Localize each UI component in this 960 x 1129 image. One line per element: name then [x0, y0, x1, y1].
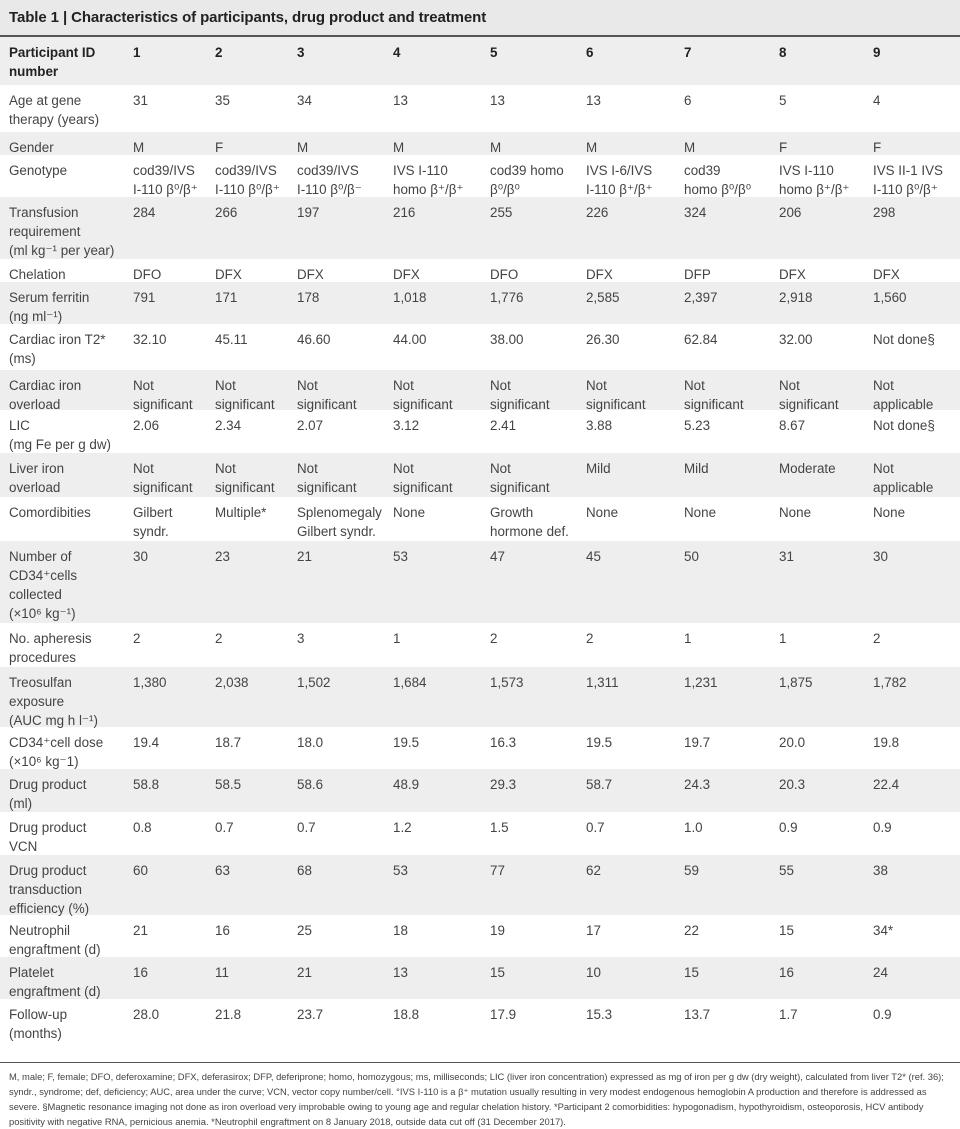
table-row — [0, 197, 960, 259]
table-cell: Not significant — [297, 378, 357, 412]
row-label: Drug product transduction efficiency (%) — [9, 863, 90, 916]
row-label: Cardiac iron T2* (ms) — [9, 332, 106, 366]
table-cell: 18.7 — [215, 735, 242, 750]
table-cell: Not applicable — [873, 461, 934, 495]
table-cell: 13.7 — [684, 1007, 711, 1022]
table-row — [0, 324, 960, 370]
table-cell: Multiple* — [215, 505, 267, 520]
table-cell: Not significant — [215, 378, 275, 412]
table-cell: 2.06 — [133, 418, 160, 433]
table-cell: 13 — [586, 93, 601, 108]
table-cell: DFX — [779, 267, 806, 282]
table-cell: F — [215, 140, 224, 155]
row-label: Drug product VCN — [9, 820, 87, 854]
participant-header-cell: 7 — [684, 45, 692, 60]
table-row — [0, 155, 960, 197]
table-cell: 8.67 — [779, 418, 806, 433]
table-cell: 44.00 — [393, 332, 427, 347]
table-cell: 53 — [393, 549, 408, 564]
table-cell: 4 — [873, 93, 881, 108]
table-cell: Gilbert syndr. — [133, 505, 173, 539]
table-cell: 16 — [133, 965, 148, 980]
table-cell: IVS II-1 IVS I-110 β⁰/β⁺ — [873, 163, 943, 197]
table-cell: 1,776 — [490, 290, 524, 305]
table-row — [0, 623, 960, 667]
row-label: Neutrophil engraftment (d) — [9, 923, 101, 957]
table-cell: 2 — [215, 631, 223, 646]
row-label: Gender — [9, 140, 54, 155]
table-cell: 2,585 — [586, 290, 620, 305]
table-cell: None — [393, 505, 426, 520]
participant-header-cell: 1 — [133, 45, 141, 60]
table-cell: 59 — [684, 863, 699, 878]
table-cell: IVS I-6/IVS I-110 β⁺/β⁺ — [586, 163, 653, 197]
row-label: Follow-up (months) — [9, 1007, 68, 1041]
table-cell: Not done§ — [873, 332, 935, 347]
row-label: Drug product (ml) — [9, 777, 87, 811]
table-cell: 6 — [684, 93, 692, 108]
table-cell: 17.9 — [490, 1007, 517, 1022]
table-cell: Not applicable — [873, 378, 934, 412]
table-cell: 1,380 — [133, 675, 167, 690]
table-cell: Not significant — [490, 378, 550, 412]
table-cell: 1.0 — [684, 820, 703, 835]
table-cell: 34* — [873, 923, 894, 938]
table-cell: 62.84 — [684, 332, 718, 347]
table-cell: 34 — [297, 93, 312, 108]
table-cell: Splenomegaly Gilbert syndr. — [297, 505, 382, 539]
table-cell: 18 — [393, 923, 408, 938]
table-cell: 0.9 — [873, 820, 892, 835]
row-label: Platelet engraftment (d) — [9, 965, 101, 999]
table-cell: cod39/IVS I-110 β⁰/β⁺ — [215, 163, 280, 197]
table-cell: 19.7 — [684, 735, 711, 750]
table-cell: 2,397 — [684, 290, 718, 305]
table-cell: F — [873, 140, 882, 155]
table-cell: 0.7 — [297, 820, 316, 835]
table-row — [0, 999, 960, 1062]
table-cell: 216 — [393, 205, 416, 220]
table-cell: 19.5 — [393, 735, 420, 750]
table-cell: 1,782 — [873, 675, 907, 690]
table-cell: 2,038 — [215, 675, 249, 690]
table-cell: 58.6 — [297, 777, 324, 792]
table-cell: 1.5 — [490, 820, 509, 835]
table-cell: 17 — [586, 923, 601, 938]
table-cell: 1,231 — [684, 675, 718, 690]
table-cell: 55 — [779, 863, 794, 878]
table-row — [0, 453, 960, 497]
table-cell: 3.12 — [393, 418, 420, 433]
table-cell: 77 — [490, 863, 505, 878]
table-cell: DFO — [133, 267, 162, 282]
table-cell: 15 — [779, 923, 794, 938]
row-label: Comordibities — [9, 505, 91, 520]
table-cell: cod39/IVS I-110 β⁰/β⁻ — [297, 163, 362, 197]
table-cell: 2.34 — [215, 418, 242, 433]
table-cell: 28.0 — [133, 1007, 160, 1022]
table-cell: Growth hormone def. — [490, 505, 569, 539]
row-label: Serum ferritin (ng ml⁻¹) — [9, 290, 90, 324]
table-cell: 31 — [779, 549, 794, 564]
table-cell: 1.2 — [393, 820, 412, 835]
table-cell: cod39 homo β⁰/β⁰ — [684, 163, 752, 197]
table-cell: 68 — [297, 863, 312, 878]
table-row — [0, 259, 960, 282]
table-row — [0, 769, 960, 812]
table-cell: 16.3 — [490, 735, 517, 750]
table-row — [0, 727, 960, 769]
row-label: Number of CD34⁺cells collected (×10⁶ kg⁻¹) — [9, 549, 78, 621]
participant-header-cell: 5 — [490, 45, 498, 60]
table-row — [0, 915, 960, 957]
table-cell: 30 — [873, 549, 888, 564]
table-cell: 0.7 — [215, 820, 234, 835]
table-cell: 45 — [586, 549, 601, 564]
table-cell: DFX — [215, 267, 242, 282]
table-cell: 32.00 — [779, 332, 813, 347]
table-cell: 11 — [215, 965, 229, 980]
participant-header-cell: 4 — [393, 45, 401, 60]
table-cell: Not significant — [297, 461, 357, 495]
table-cell: Moderate — [779, 461, 836, 476]
table-cell: 1,573 — [490, 675, 524, 690]
table-cell: 24.3 — [684, 777, 711, 792]
table-cell: M — [133, 140, 145, 155]
table-cell: 171 — [215, 290, 238, 305]
table-cell: 15 — [490, 965, 505, 980]
table-cell: 21.8 — [215, 1007, 242, 1022]
table-cell: 31 — [133, 93, 148, 108]
table-cell: 19.4 — [133, 735, 160, 750]
table-cell: 45.11 — [215, 332, 248, 347]
table-cell: 0.8 — [133, 820, 152, 835]
table-cell: 226 — [586, 205, 609, 220]
table-cell: 23 — [215, 549, 230, 564]
table-cell: DFX — [297, 267, 324, 282]
table-cell: IVS I-110 homo β⁺/β⁺ — [393, 163, 464, 197]
table-cell: 1 — [393, 631, 401, 646]
table-cell: 2.07 — [297, 418, 324, 433]
table-cell: M — [393, 140, 405, 155]
table-cell: Mild — [586, 461, 611, 476]
table-cell: 324 — [684, 205, 707, 220]
table-cell: 10 — [586, 965, 601, 980]
table-cell: 206 — [779, 205, 802, 220]
table-cell: 58.5 — [215, 777, 242, 792]
table-row — [0, 667, 960, 727]
table-cell: 13 — [490, 93, 505, 108]
table-cell: 16 — [215, 923, 230, 938]
table-cell: 24 — [873, 965, 888, 980]
table-cell: 1,502 — [297, 675, 331, 690]
table-cell: None — [684, 505, 717, 520]
table-cell: 53 — [393, 863, 408, 878]
table-cell: Not significant — [393, 461, 453, 495]
table-cell: 1,018 — [393, 290, 427, 305]
table-bottom-rule — [0, 1062, 960, 1063]
table-row — [0, 282, 960, 324]
row-label: Age at gene therapy (years) — [9, 93, 100, 127]
table-cell: 16 — [779, 965, 794, 980]
table-title: Table 1 | Characteristics of participants, drug product and treatment — [9, 9, 487, 26]
table-cell: F — [779, 140, 788, 155]
table-cell: 2 — [133, 631, 141, 646]
row-label: Genotype — [9, 163, 68, 178]
table-cell: None — [873, 505, 906, 520]
table-cell: 0.7 — [586, 820, 605, 835]
table-cell: 46.60 — [297, 332, 331, 347]
table-cell: 48.9 — [393, 777, 420, 792]
row-label: Transfusion requirement (ml kg⁻¹ per year) — [9, 205, 115, 258]
table-cell: 26.30 — [586, 332, 620, 347]
table-cell: Not significant — [215, 461, 275, 495]
table-row — [0, 132, 960, 155]
table-cell: DFP — [684, 267, 711, 282]
table-row — [0, 855, 960, 915]
table-row — [0, 541, 960, 623]
table-cell: 1,560 — [873, 290, 907, 305]
participant-header-cell: 3 — [297, 45, 305, 60]
table-cell: Not significant — [393, 378, 453, 412]
row-label: No. apheresis procedures — [9, 631, 92, 665]
table-cell: 60 — [133, 863, 148, 878]
table-cell: 2.41 — [490, 418, 517, 433]
table-cell: 284 — [133, 205, 156, 220]
table-cell: 1 — [779, 631, 787, 646]
table-cell: Not significant — [133, 378, 193, 412]
table-row — [0, 497, 960, 541]
row-label: Liver iron overload — [9, 461, 65, 495]
table-cell: 19.8 — [873, 735, 900, 750]
table-row — [0, 370, 960, 410]
table-cell: 0.9 — [873, 1007, 892, 1022]
table-cell: M — [586, 140, 598, 155]
table-row — [0, 957, 960, 999]
table-cell: None — [586, 505, 619, 520]
table-cell: 35 — [215, 93, 230, 108]
table-cell: 20.3 — [779, 777, 806, 792]
table-cell: 298 — [873, 205, 896, 220]
table-cell: 38 — [873, 863, 888, 878]
table-cell: 21 — [297, 549, 312, 564]
table-cell: M — [684, 140, 696, 155]
table-cell: 58.8 — [133, 777, 160, 792]
table-cell: Not done§ — [873, 418, 935, 433]
table-cell: Not significant — [133, 461, 193, 495]
table-cell: 22 — [684, 923, 699, 938]
table-cell: 3 — [297, 631, 305, 646]
table-cell: 38.00 — [490, 332, 524, 347]
table-cell: 266 — [215, 205, 238, 220]
table-cell: 5.23 — [684, 418, 711, 433]
table-cell: Not significant — [779, 378, 839, 412]
table-row — [0, 812, 960, 855]
table-cell: DFX — [393, 267, 420, 282]
table-cell: 1,875 — [779, 675, 813, 690]
row-label: CD34⁺cell dose (×10⁶ kg⁻1) — [9, 735, 104, 769]
table-cell: 58.7 — [586, 777, 613, 792]
table-cell: 1 — [684, 631, 692, 646]
table-footnote: M, male; F, female; DFO, deferoxamine; DFX, deferasirox; DFP, deferiprone; homo, homozygous; ms, milliseconds; LIC (liver iron concentration) expressed as mg of iron per g dw (dry weight), calculated from liver T2* (ref. 36); syndr., syndrome; def, deficiency; AUC, area under the curve; VCN, vector copy number/cell. °IVS I-110 is a β⁺ mutation usually resulting in very modest endogenous hemoglobin A production and therefore is addressed as severe. §Magnetic resonance imaging not done as iron overload very improbable owing to young age and regular chelation history. *Participant 2 comorbidities: hypogonadism, hypothyroidism, osteoporosis, HCV antibody positivity with negative RNA, pernicious anemia. *Neutrophil engraftment on 8 January 2018, outside data cut off (31 December 2017). — [9, 1071, 944, 1127]
table-cell: DFX — [873, 267, 900, 282]
table-cell: M — [297, 140, 309, 155]
row-label: Chelation — [9, 267, 66, 282]
table-cell: 13 — [393, 93, 408, 108]
row-label: Treosulfan exposure (AUC mg h l⁻¹) — [9, 675, 98, 728]
table-cell: 50 — [684, 549, 699, 564]
table-cell: Not significant — [490, 461, 550, 495]
table-row — [0, 410, 960, 453]
row-label: LIC (mg Fe per g dw) — [9, 418, 111, 452]
participant-header-cell: 9 — [873, 45, 881, 60]
table-cell: IVS I-110 homo β⁺/β⁺ — [779, 163, 850, 197]
table-cell: 63 — [215, 863, 230, 878]
table-cell: 30 — [133, 549, 148, 564]
table-cell: 15 — [684, 965, 699, 980]
table-cell: 0.9 — [779, 820, 798, 835]
table-cell: cod39/IVS I-110 β⁰/β⁺ — [133, 163, 198, 197]
table-cell: 1,311 — [586, 675, 619, 690]
row-label: Participant ID number — [9, 45, 96, 79]
table-cell: M — [490, 140, 502, 155]
table-cell: 21 — [297, 965, 312, 980]
table-cell: 62 — [586, 863, 601, 878]
table-cell: DFX — [586, 267, 613, 282]
table-title-bar — [0, 0, 960, 37]
table-cell: 255 — [490, 205, 513, 220]
table-row — [0, 85, 960, 132]
table-cell: 1.7 — [779, 1007, 798, 1022]
table-cell: 3.88 — [586, 418, 613, 433]
table-cell: 2 — [873, 631, 881, 646]
table-cell: DFO — [490, 267, 519, 282]
table-cell: cod39 homo β⁰/β⁰ — [490, 163, 564, 197]
table-cell: None — [779, 505, 812, 520]
table-cell: 791 — [133, 290, 156, 305]
table-cell: 2 — [490, 631, 498, 646]
table-cell: 20.0 — [779, 735, 806, 750]
table-cell: 32.10 — [133, 332, 167, 347]
table-header-row — [0, 37, 960, 85]
table-cell: 21 — [133, 923, 148, 938]
table-cell: Not significant — [684, 378, 744, 412]
participant-header-cell: 6 — [586, 45, 594, 60]
table-cell: 15.3 — [586, 1007, 613, 1022]
table-cell: 13 — [393, 965, 408, 980]
table-cell: 5 — [779, 93, 787, 108]
table-cell: 25 — [297, 923, 312, 938]
table-cell: 18.0 — [297, 735, 324, 750]
table-cell: 197 — [297, 205, 320, 220]
table-cell: 19.5 — [586, 735, 613, 750]
table-cell: 29.3 — [490, 777, 517, 792]
table-cell: 2 — [586, 631, 594, 646]
table-cell: 22.4 — [873, 777, 900, 792]
table-cell: 19 — [490, 923, 505, 938]
table-cell: 47 — [490, 549, 505, 564]
row-label: Cardiac iron overload — [9, 378, 82, 412]
table-cell: 23.7 — [297, 1007, 324, 1022]
table-cell: 2,918 — [779, 290, 813, 305]
participant-header-cell: 8 — [779, 45, 787, 60]
participant-header-cell: 2 — [215, 45, 223, 60]
table-cell: Mild — [684, 461, 709, 476]
table-cell: 18.8 — [393, 1007, 420, 1022]
table-cell: 1,684 — [393, 675, 427, 690]
table-cell: 178 — [297, 290, 320, 305]
table-cell: Not significant — [586, 378, 646, 412]
